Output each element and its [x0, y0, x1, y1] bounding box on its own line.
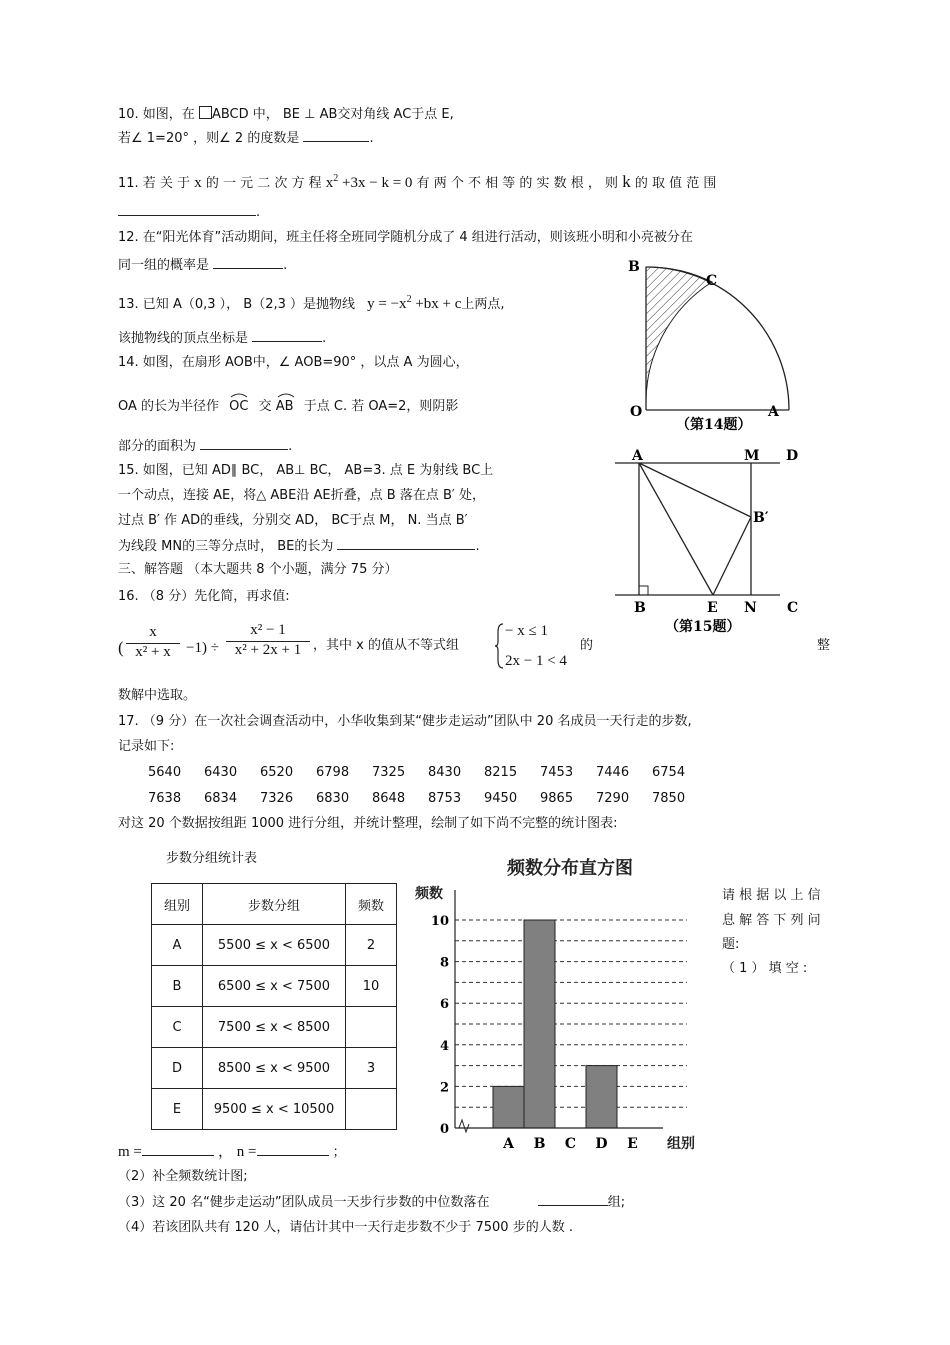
- point-label-a: A: [768, 404, 779, 420]
- arc-mark-icon: [276, 392, 296, 398]
- x-tick-label: D: [595, 1136, 608, 1150]
- table-header-row: 组别 步数分组 频数: [152, 884, 397, 925]
- figure-15-caption: （第15题）: [665, 619, 741, 635]
- q17-line3: 对这 20 个数据按组距 1000 进行分组，并统计整理，绘制了如下尚不完整的统计图表:: [118, 816, 618, 831]
- side-text-4: （ 1 ） 填 空 :: [722, 961, 808, 976]
- table-row: B 6500 ≤ x < 7500 10: [152, 966, 397, 1007]
- table-title: 步数分组统计表: [166, 851, 258, 866]
- y-tick-label: 0: [439, 1122, 449, 1137]
- q17-part3: （3）这 20 名“健步走运动”团队成员一天步行步数的中位数落在 组;: [118, 1195, 626, 1210]
- q12-line1: 12. 在“阳光体育”活动期间，班主任将全班同学随机分成了 4 组进行活动，则该班小明和小亮被分在: [118, 230, 693, 245]
- y-tick-label: 4: [439, 1038, 449, 1054]
- segment-eb-prime: [713, 517, 751, 595]
- figure-15: [610, 445, 820, 640]
- chart-xlabel: 组别: [667, 1136, 695, 1150]
- q15-line4: 为线段 MN的三等分点时， BE的长为 .: [118, 539, 480, 554]
- q11-line1: 11. 若 关 于 x 的 一 元 二 次 方 程 $x^2 +3x - k = 0$ 有 两 个 不 相 等 的 实 数 根 ， 则 k 的 取 值 范 围: [118, 172, 717, 191]
- right-angle-mark: [639, 586, 648, 595]
- x-tick-label: C: [564, 1136, 577, 1150]
- point-label-o: O: [630, 404, 643, 420]
- y-tick-label: 8: [439, 955, 449, 971]
- point-label-b: B: [634, 600, 646, 616]
- point-label-c: C: [706, 273, 718, 289]
- side-text-2: 息 解 答 下 列 问: [722, 913, 821, 928]
- q17-part2: （2）补全频数统计图;: [118, 1169, 248, 1184]
- segment-ae: [639, 463, 713, 595]
- data-row-2: 7638 6834 7326 6830 8648 8753 9450 9865 7290 7850: [148, 791, 686, 806]
- q17-mn-line: m = ， n = ；: [118, 1144, 346, 1160]
- bar-a: [493, 1086, 524, 1128]
- x-tick-label: A: [503, 1136, 514, 1150]
- chart-title: 频数分布直方图: [507, 858, 633, 879]
- table-row: E 9500 ≤ x < 10500: [152, 1089, 397, 1130]
- point-label-e: E: [707, 600, 718, 616]
- point-label-n: N: [744, 600, 757, 616]
- parallelogram-icon: [199, 106, 212, 119]
- x-tick-label: B: [533, 1136, 546, 1150]
- q14-line2: OA 的长为半径作 OC 交 AB 于点 C. 若 OA=2，则阴影: [118, 398, 458, 416]
- figure-14-caption: （第14题）: [676, 417, 752, 433]
- point-label-m: M: [744, 448, 760, 464]
- fraction-2: $\frac{\text{x² − 1}}{\text{x² + 2x + 1}}$: [226, 622, 310, 659]
- brace-icon: [495, 622, 505, 670]
- shaded-region: [646, 267, 712, 403]
- q12-line2: 同一组的概率是 .: [118, 258, 288, 273]
- q17-part4: （4）若该团队共有 120 人，请估计其中一天行走步数不少于 7500 步的人数 .: [118, 1220, 573, 1235]
- side-text-3: 题:: [722, 937, 740, 952]
- y-tick-label: 2: [439, 1080, 449, 1096]
- q14-line1: 14. 如图，在扇形 AOB中，∠ AOB=90° ，以点 A 为圆心，: [118, 355, 469, 370]
- q17-line2: 记录如下:: [118, 739, 175, 754]
- point-label-b-prime: B′: [753, 510, 769, 526]
- table-row: D 8500 ≤ x < 9500 3: [152, 1048, 397, 1089]
- point-label-b: B: [628, 259, 640, 275]
- table-row: C 7500 ≤ x < 8500: [152, 1007, 397, 1048]
- q15-line2: 一个动点，连接 AE，将△ ABE沿 AE折叠，点 B 落在点 B′ 处，: [118, 488, 485, 503]
- point-label-c: C: [787, 600, 799, 616]
- q13-line2: 该抛物线的顶点坐标是 .: [118, 331, 327, 346]
- histogram-chart: [405, 850, 705, 1150]
- x-tick-label: E: [627, 1136, 638, 1150]
- y-tick-label: 6: [439, 997, 449, 1013]
- bar-d: [586, 1066, 617, 1128]
- side-text-1: 请 根 据 以 上 信: [722, 888, 821, 903]
- y-tick-label: 10: [430, 914, 449, 929]
- segment-ab-prime: [639, 463, 751, 517]
- q15-line3: 过点 B′ 作 AD的垂线，分别交 AD， BC于点 M， N. 当点 B′: [118, 513, 468, 528]
- chart-ylabel: 频数: [415, 886, 443, 902]
- table-row: A 5500 ≤ x < 6500 2: [152, 925, 397, 966]
- figure-14: [620, 255, 810, 435]
- q10-line1: 10. 如图，在 ABCD 中， BE ⊥ AB交对角线 AC于点 E,: [118, 107, 454, 122]
- q15-line1: 15. 如图，已知 AD∥ BC， AB⊥ BC， AB=3. 点 E 为射线 BC上: [118, 463, 494, 478]
- q16-line1: 16. （8 分）先化简，再求值:: [118, 589, 290, 604]
- fraction-1: $\frac{x}{\text{x² + x}}$: [126, 624, 180, 661]
- q16-line3: 数解中选取。: [118, 688, 197, 703]
- section-3-heading: 三、解答题 （本大题共 8 个小题，满分 75 分）: [118, 562, 398, 577]
- step-count-table: [151, 883, 397, 1130]
- axis-break-icon: [459, 1120, 469, 1132]
- q17-line1: 17. （9 分）在一次社会调查活动中，小华收集到某“健步走运动”团队中 20 名成员一天行走的步数,: [118, 714, 692, 729]
- point-label-a: A: [632, 448, 643, 464]
- arc-mark-icon: [229, 392, 249, 398]
- q14-line3: 部分的面积为 .: [118, 439, 293, 454]
- q10-line2: 若∠ 1=20° ，则∠ 2 的度数是 .: [118, 131, 374, 146]
- data-row-1: 5640 6430 6520 6798 7325 8430 8215 7453 7446 6754: [148, 765, 686, 780]
- bar-b: [524, 920, 555, 1128]
- point-label-d: D: [786, 448, 799, 464]
- q11-line2: .: [118, 203, 260, 222]
- q13-line1: 13. 已知 A（0,3 ）， B（2,3 ）是抛物线 $y = -x^2 +bx + c$上两点,: [118, 294, 505, 312]
